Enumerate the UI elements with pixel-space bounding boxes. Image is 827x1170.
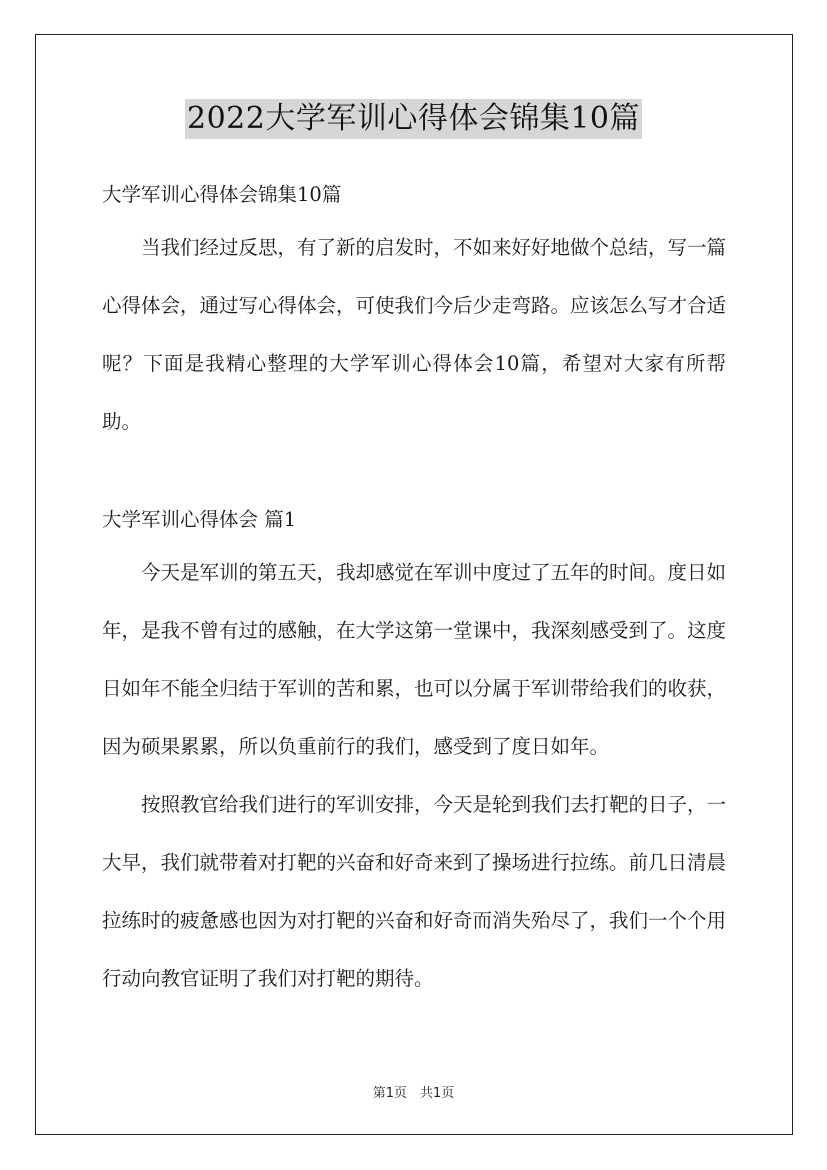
section-heading: 大学军训心得体会 篇1 — [102, 508, 297, 531]
section1-paragraph-2: 按照教官给我们进行的军训安排，今天是轮到我们去打靶的日子，一大早，我们就带着对打靶的兴奋和好奇来到了操场进行拉练。前几日清晨拉练时的疲惫感也因为对打靶的兴奋和好奇而消失殆尽了，我们一个个用行动向教官证明了我们对打靶的期待。 — [102, 793, 727, 990]
section1-paragraph-1: 今天是军训的第五天，我却感觉在军训中度过了五年的时间。度日如年，是我不曾有过的感触，在大学这第一堂课中，我深刻感受到了。这度日如年不能全归结于军训的苦和累，也可以分属于军训带给我们的收获，因为硕果累累，所以负重前行的我们，感受到了度日如年。 — [102, 561, 727, 758]
section1-block — [102, 544, 726, 1008]
document-subtitle: 大学军训心得体会锦集10篇 — [102, 183, 342, 206]
document-title: 2022大学军训心得体会锦集10篇 — [185, 99, 642, 139]
page-number-footer: 第1页 共1页 — [372, 1086, 455, 1101]
title-container — [0, 99, 827, 139]
intro-block — [102, 219, 726, 451]
intro-paragraph: 当我们经过反思，有了新的启发时，不如来好好地做个总结，写一篇心得体会，通过写心得体会，可使我们今后少走弯路。应该怎么写才合适呢？下面是我精心整理的大学军训心得体会10篇，希望对大家有所帮助。 — [102, 236, 727, 433]
